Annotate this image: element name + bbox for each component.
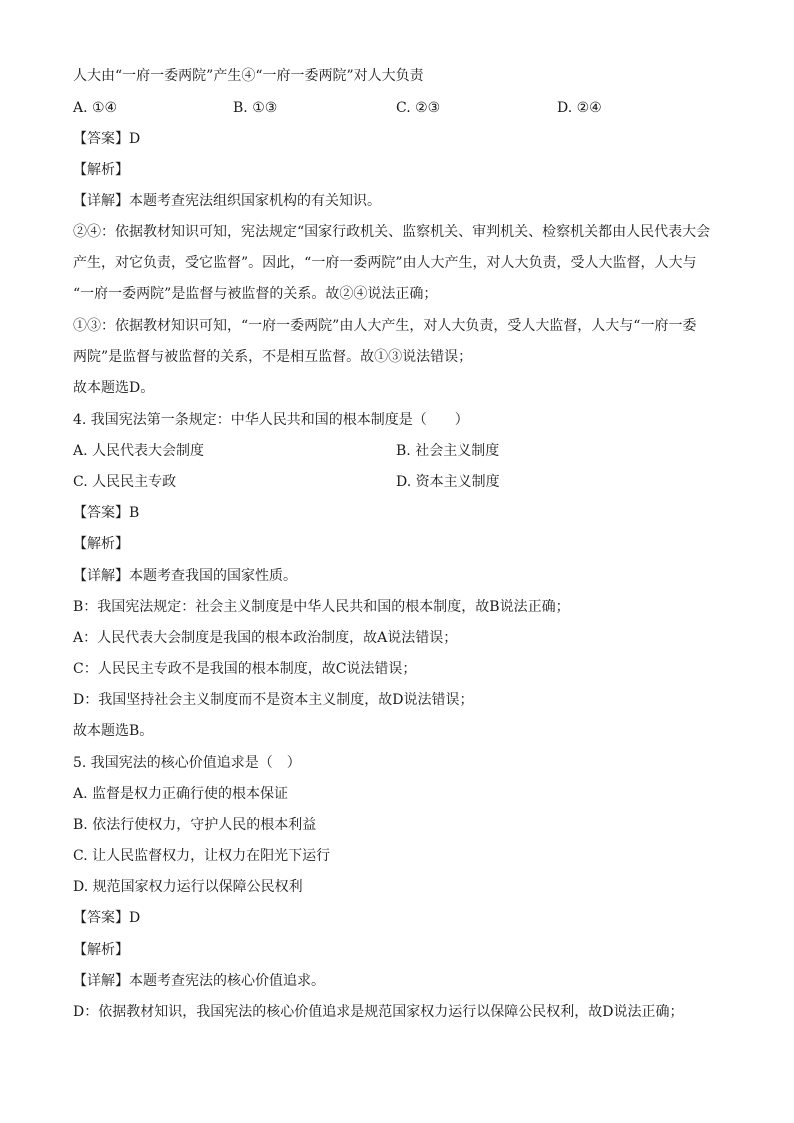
q5-analysis-line: D：依据教材知识，我国宪法的核心价值追求是规范国家权力运行以保障公民权利，故D说法正确； (73, 1004, 684, 1020)
q3-option-a: A. ①④ (73, 100, 118, 116)
q3-analysis-line: 产生，对它负责，受它监督”。因此，“一府一委两院”由人大产生，对人大负责，受人大监督，人大与 (73, 255, 697, 271)
q3-answer: 【答案】D (73, 131, 141, 147)
q3-analysis-line: ①③：依据教材知识可知，“一府一委两院”由人大产生，对人大负责，受人大监督，人大与“一府一委 (73, 318, 697, 334)
q4-analysis-line: B：我国宪法规定：社会主义制度是中华人民共和国的根本制度，故B说法正确； (73, 599, 570, 615)
q4-stem: 4. 我国宪法第一条规定：中华人民共和国的根本制度是（ ） (73, 412, 469, 428)
q4-analysis-line: C：人民民主专政不是我国的根本制度，故C说法错误； (73, 661, 417, 677)
q3-option-b: B. ①③ (233, 100, 278, 116)
q3-analysis-line: ②④：依据教材知识可知，宪法规定“国家行政机关、监察机关、审判机关、检察机关都由人民代表大会 (73, 224, 711, 240)
q3-option-c: C. ②③ (396, 100, 441, 116)
q5-option-d: D. 规范国家权力运行以保障公民权利 (73, 879, 303, 895)
q4-answer: 【答案】B (73, 505, 140, 521)
q4-analysis-line: A：人民代表大会制度是我国的根本政治制度，故A说法错误； (73, 630, 458, 646)
q5-detail: 【详解】本题考查宪法的核心价值追求。 (73, 973, 325, 989)
q4-option-b: B. 社会主义制度 (396, 443, 500, 459)
q3-analysis-line: “一府一委两院”是监督与被监督的关系。故②④说法正确； (73, 286, 438, 302)
q5-option-a: A. 监督是权力正确行使的根本保证 (73, 786, 289, 802)
q4-option-d: D. 资本主义制度 (396, 474, 500, 490)
q5-option-b: B. 依法行使权力，守护人民的根本利益 (73, 817, 317, 833)
q4-option-c: C. 人民民主专政 (73, 474, 177, 490)
q4-conclusion: 故本题选B。 (73, 723, 154, 739)
continuation-line: 人大由“一府一委两院”产生④“一府一委两院”对人大负责 (73, 68, 424, 84)
q5-option-c: C. 让人民监督权力，让权力在阳光下运行 (73, 848, 331, 864)
q3-analysis-label: 【解析】 (73, 162, 129, 178)
q3-analysis-line: 两院”是监督与被监督的关系，不是相互监督。故①③说法错误； (73, 349, 473, 365)
q3-conclusion: 故本题选D。 (73, 380, 155, 396)
q5-answer: 【答案】D (73, 910, 141, 926)
q4-analysis-label: 【解析】 (73, 536, 129, 552)
q4-analysis-line: D：我国坚持社会主义制度而不是资本主义制度，故D说法错误； (73, 692, 474, 708)
q4-option-a: A. 人民代表大会制度 (73, 443, 205, 459)
q4-detail: 【详解】本题考查我国的国家性质。 (73, 568, 297, 584)
q5-stem: 5. 我国宪法的核心价值追求是（ ） (73, 755, 301, 771)
q3-detail: 【详解】本题考查宪法组织国家机构的有关知识。 (73, 193, 381, 209)
q5-analysis-label: 【解析】 (73, 942, 129, 958)
q3-option-d: D. ②④ (557, 100, 602, 116)
